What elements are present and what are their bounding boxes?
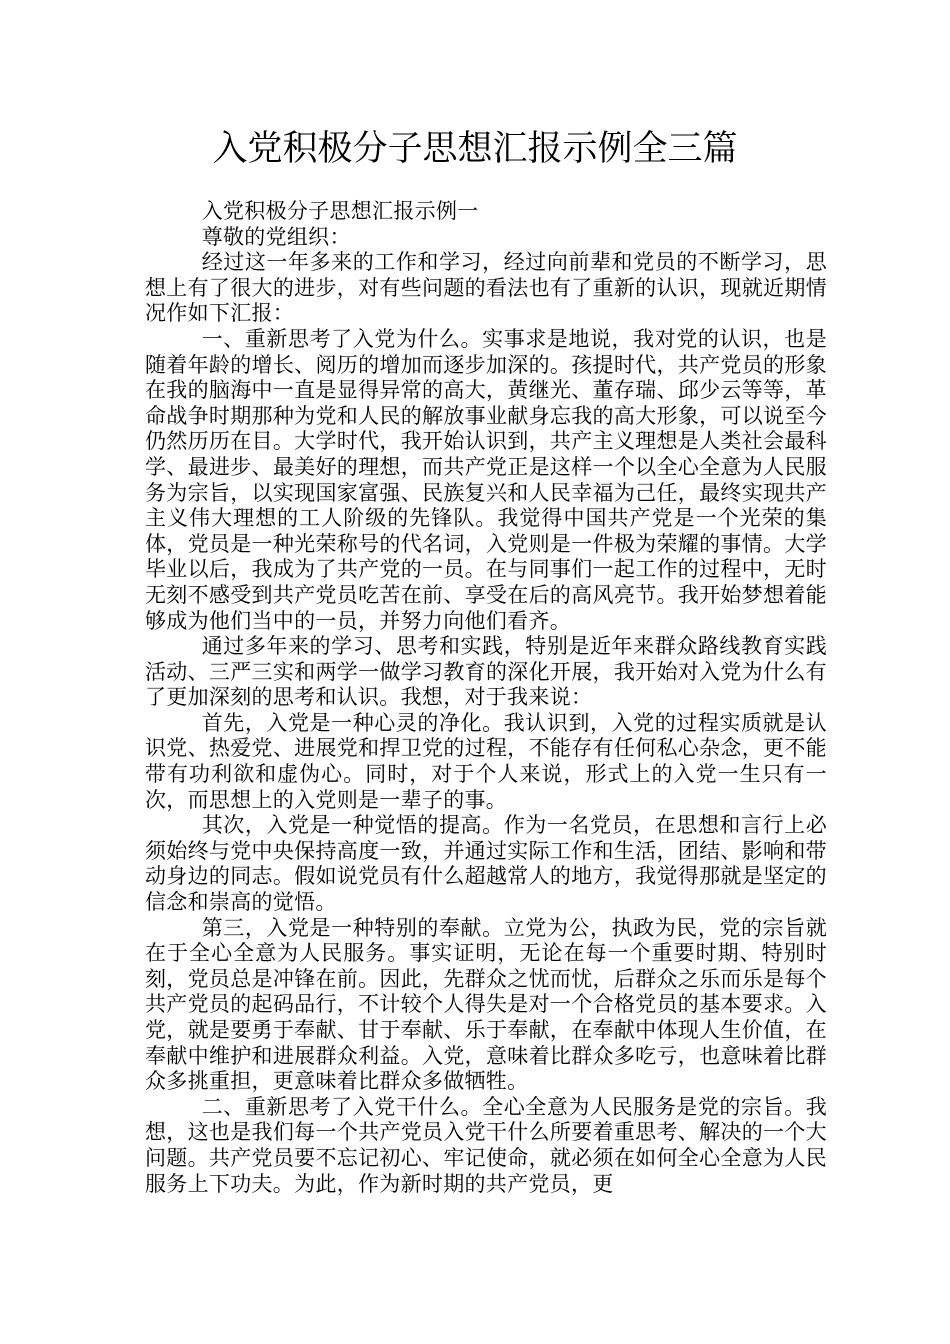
body-paragraph: 经过这一年多来的工作和学习，经过向前辈和党员的不断学习，思想上有了很大的进步，对有些问题的看法也有了重新的认识，现就近期情况作如下汇报：: [145, 250, 827, 326]
body-paragraph: 首先，入党是一种心灵的净化。我认识到，入党的过程实质就是认识党、热爱党、进展党和捍卫党的过程，不能存有任何私心杂念，更不能带有功利欲和虚伪心。同时，对于个人来说，形式上的入党一生只有一次，而思想上的入党则是一辈子的事。: [145, 710, 827, 812]
body-paragraph: 一、重新思考了入党为什么。实事求是地说，我对党的认识，也是随着年龄的增长、阅历的增加而逐步加深的。孩提时代，共产党员的形象在我的脑海中一直是显得异常的高大，黄继光、董存瑞、邱少云等等，革命战争时期那种为党和人民的解放事业献身忘我的高大形象，可以说至今仍然历历在目。大学时代，我开始认识到，共产主义理想是人类社会最科学、最进步、最美好的理想，而共产党正是这样一个以全心全意为人民服务为宗旨，以实现国家富强、民族复兴和人民幸福为己任，最终实现共产主义伟大理想的工人阶级的先锋队。我觉得中国共产党是一个光荣的集体，党员是一种光荣称号的代名词，入党则是一件极为荣耀的事情。大学毕业以后，我成为了共产党的一员。在与同事们一起工作的过程中，无时无刻不感受到共产党员吃苦在前、享受在后的高风亮节。我开始梦想着能够成为他们当中的一员，并努力向他们看齐。: [145, 326, 827, 633]
salutation-paragraph: 尊敬的党组织：: [201, 224, 351, 249]
body-paragraph: 通过多年来的学习、思考和实践，特别是近年来群众路线教育实践活动、三严三实和两学一做学习教育的深化开展，我开始对入党为什么有了更加深刻的思考和认识。我想，对于我来说：: [145, 634, 827, 710]
subtitle-paragraph: 入党积极分子思想汇报示例一: [201, 199, 479, 223]
body-paragraph: 第三，入党是一种特别的奉献。立党为公，执政为民，党的宗旨就在于全心全意为人民服务。事实证明，无论在每一个重要时期、特别时刻，党员总是冲锋在前。因此，先群众之忧而忧，后群众之乐而乐是每个共产党员的起码品行，不计较个人得失是对一个合格党员的基本要求。入党，就是要勇于奉献、甘于奉献、乐于奉献，在奉献中体现人生价值，在奉献中维护和进展群众利益。入党，意味着比群众多吃亏，也意味着比群众多挑重担，更意味着比群众多做牺牲。: [145, 915, 827, 1094]
document-body: [145, 199, 827, 1197]
page-title: 入党积极分子思想汇报示例全三篇: [212, 129, 738, 169]
body-paragraph: 其次，入党是一种觉悟的提高。作为一名党员，在思想和言行上必须始终与党中央保持高度一致，并通过实际工作和生活，团结、影响和带动身边的同志。假如说党员有什么超越常人的地方，我觉得那就是坚定的信念和崇高的觉悟。: [145, 813, 827, 915]
body-paragraph: 二、重新思考了入党干什么。全心全意为人民服务是党的宗旨。我想，这也是我们每一个共产党员入党干什么所要着重思考、解决的一个大问题。共产党员要不忘记初心、牢记使命，就必须在如何全心全意为人民服务上下功夫。为此，作为新时期的共产党员，更: [145, 1094, 827, 1196]
